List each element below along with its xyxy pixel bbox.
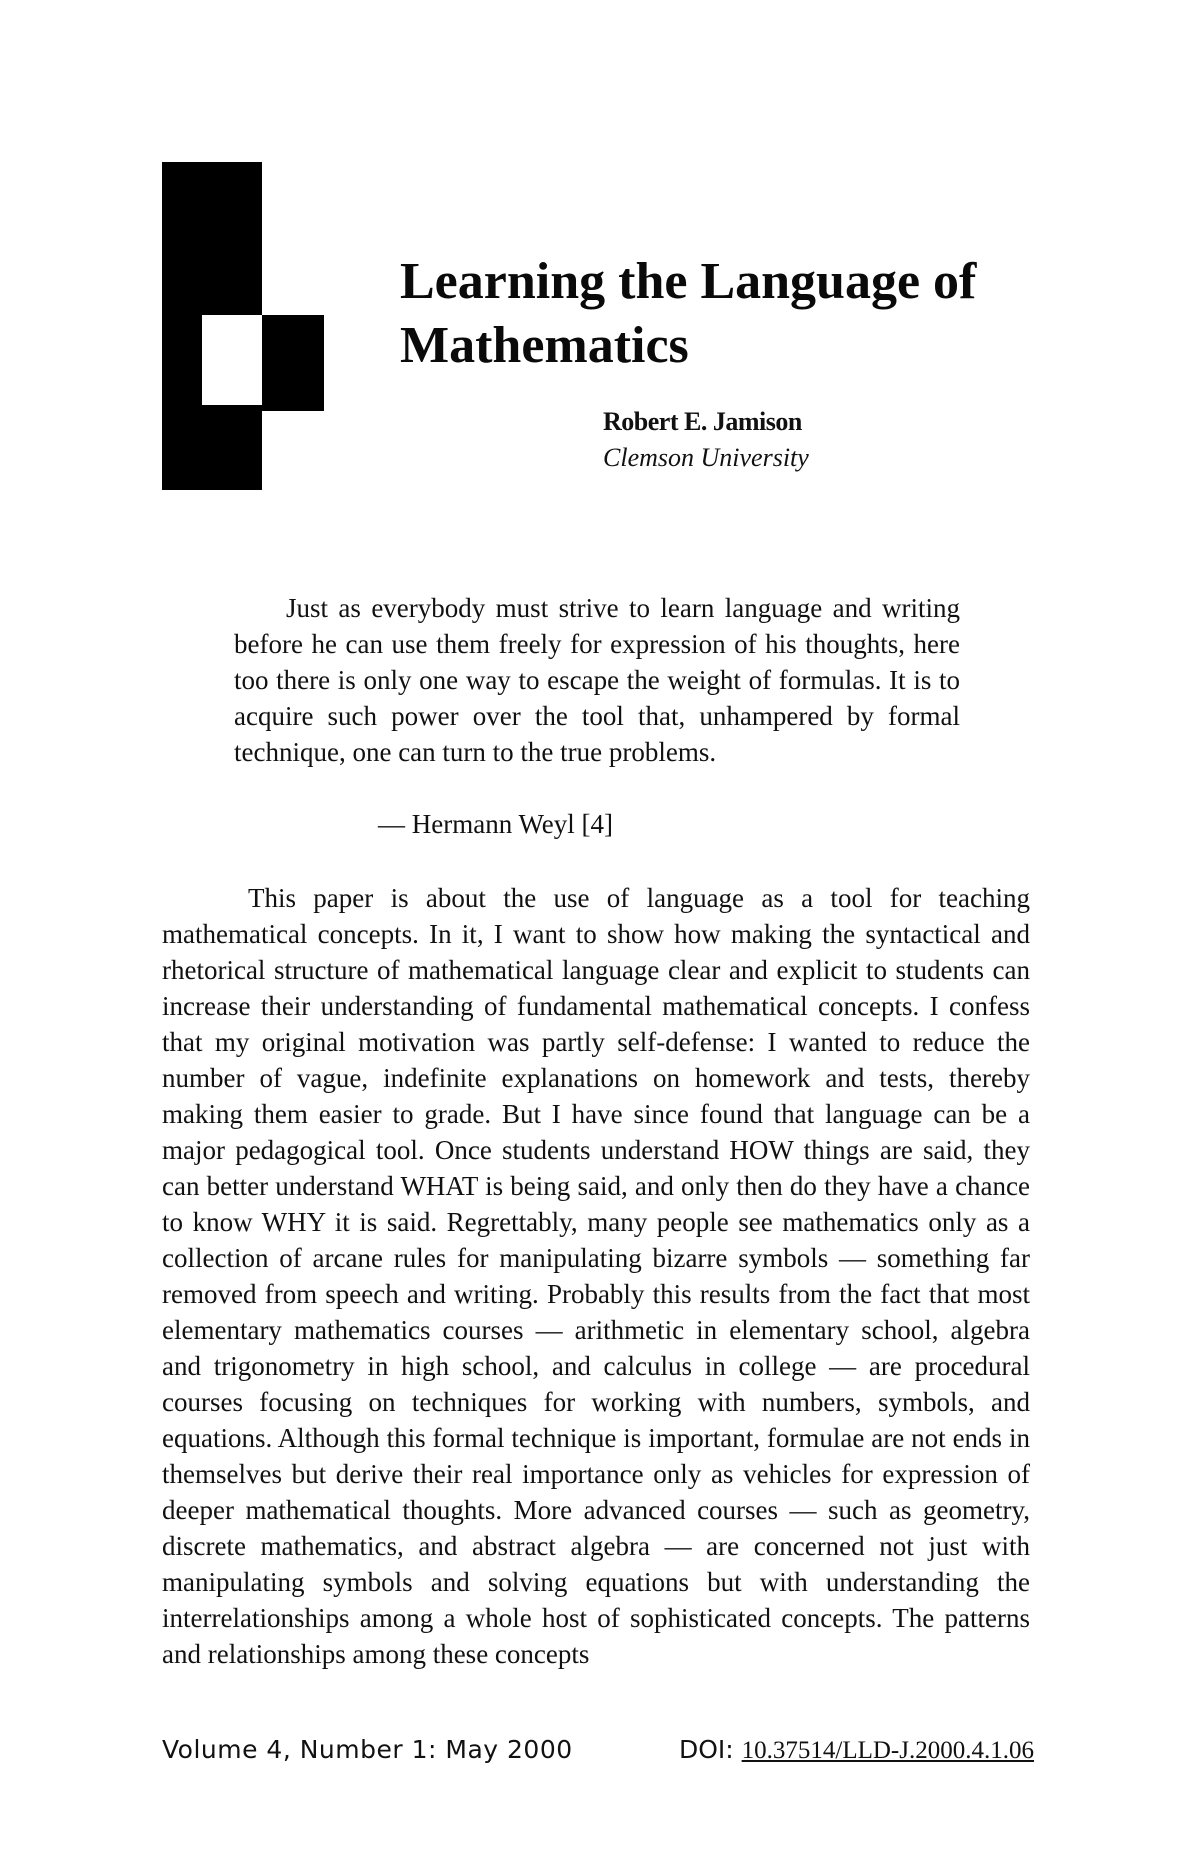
article-title: Learning the Language of Mathematics bbox=[400, 253, 977, 374]
article-body bbox=[162, 880, 1030, 1672]
footer-volume: Volume 4, Number 1: May 2000 bbox=[162, 1735, 573, 1764]
epigraph bbox=[234, 590, 960, 770]
author-name: Robert E. Jamison bbox=[603, 407, 802, 436]
journal-logo bbox=[0, 0, 400, 520]
doi-link[interactable]: 10.37514/LLD-J.2000.4.1.06 bbox=[741, 1737, 1034, 1764]
epigraph-quote: Just as everybody must strive to learn language and writing before he can use them freely for expression of his thoughts, here too there is only one way to escape the weight of formulas. It is to acquire such power over the tool that, unhampered by formal technique, one can turn to the true problems. bbox=[234, 593, 960, 767]
epigraph-attribution: — Hermann Weyl [4] bbox=[378, 809, 614, 839]
footer-doi bbox=[679, 1733, 1034, 1768]
author-affiliation: Clemson University bbox=[603, 443, 809, 472]
body-paragraph: This paper is about the use of language as a tool for teaching mathematical concepts. In it, I want to show how making the syntactical and rhetorical structure of mathematical language clear and explicit to students can increase their understanding of fundamental mathematical concepts. I confess that my original motivation was partly self-defense: I wanted to reduce the number of vague, indefinite explanations on homework and tests, thereby making them easier to grade. But I have since found that language can be a major pedagogical tool. Once students understand HOW things are said, they can better understand WHAT is being said, and only then do they have a chance to know WHY it is said. Regrettably, many people see mathematics only as a collection of arcane rules for manipulating bizarre symbols — something far removed from speech and writing. Probably this results from the fact that most elementary mathematics courses — arithmetic in elementary school, algebra and trigonometry in high school, and calculus in college — are procedural courses focusing on techniques for working with numbers, symbols, and equations. Although this formal technique is important, formulae are not ends in themselves but derive their real importance only as vehicles for expression of deeper mathematical thoughts. More advanced courses — such as geometry, discrete mathematics, and abstract algebra — are concerned not just with manipulating symbols and solving equations but with understanding the interrelationships among a whole host of sophisticated concepts. The patterns and relationships among these concepts bbox=[162, 883, 1030, 1669]
doi-label: DOI: bbox=[678, 1735, 734, 1764]
